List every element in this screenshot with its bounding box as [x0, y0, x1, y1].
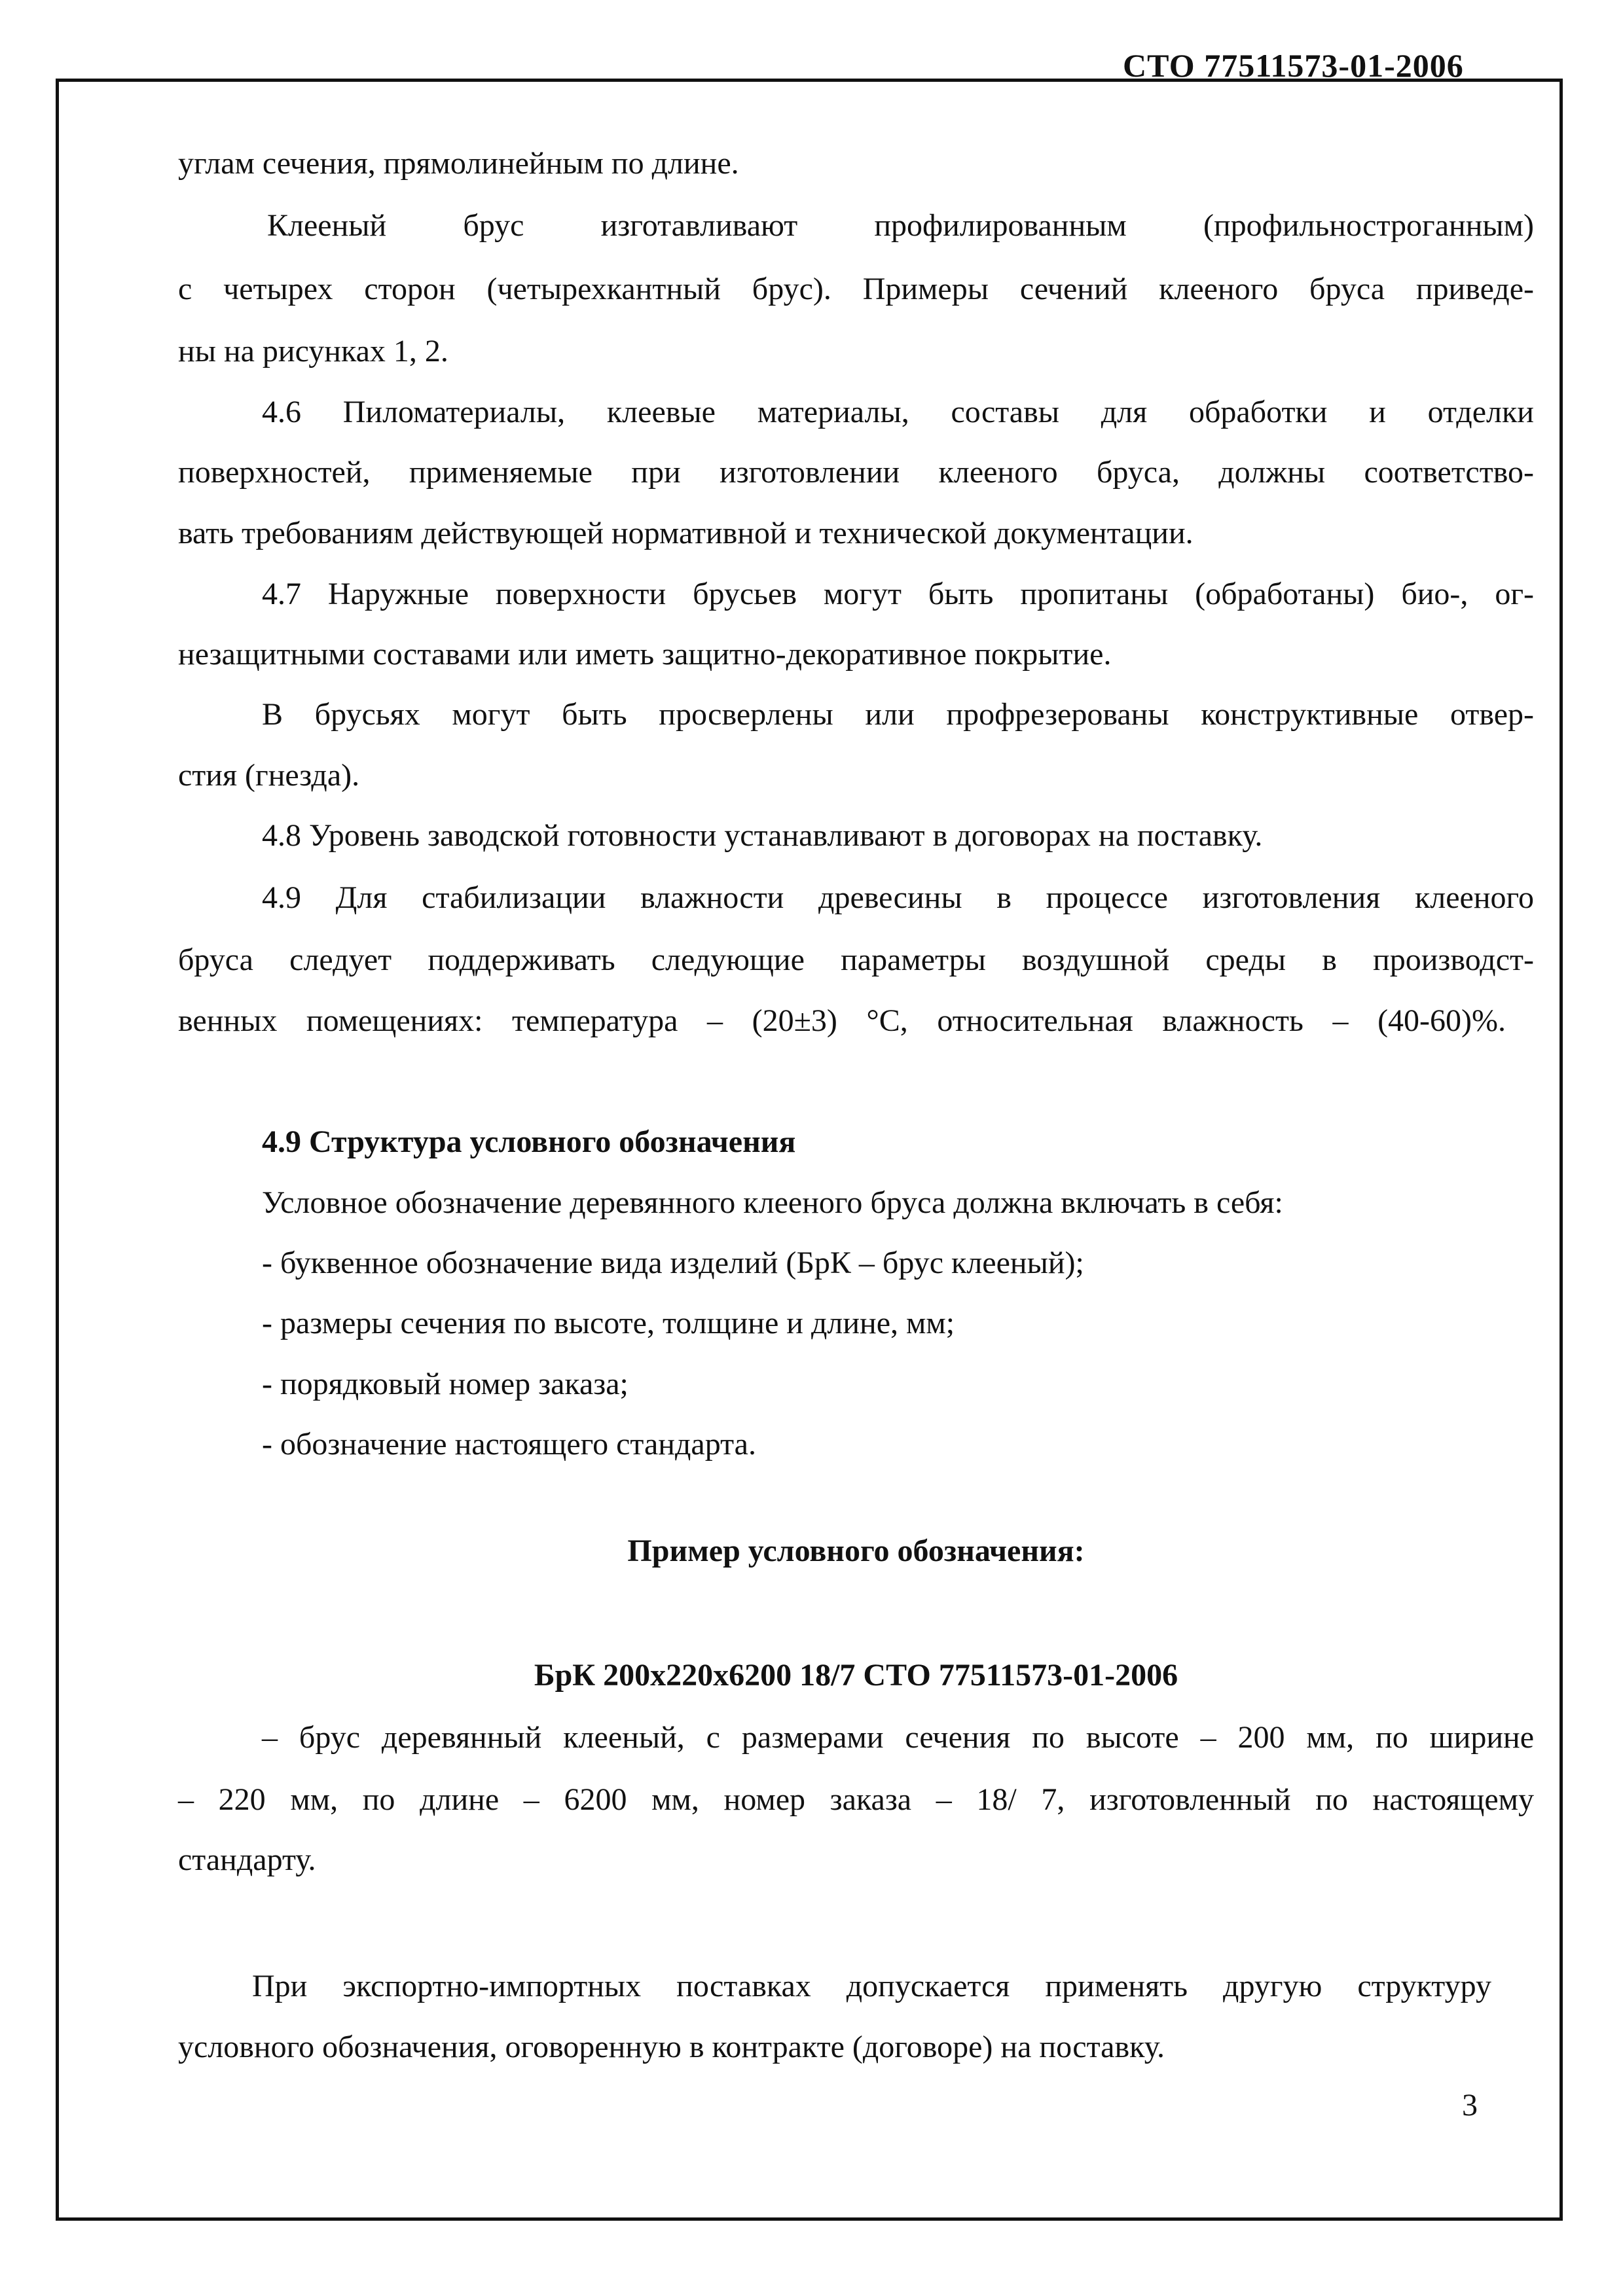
paragraph-line: 4.6 Пиломатериалы, клеевые материалы, составы для обработки и отделки: [262, 395, 1534, 429]
paragraph-line: При экспортно-импортных поставках допускается применять другую структуру: [252, 1969, 1491, 2003]
paragraph-line: бруса следует поддерживать следующие параметры воздушной среды в производст-: [178, 942, 1534, 977]
paragraph-line: 4.8 Уровень заводской готовности устанавливают в договорах на поставку.: [262, 818, 1263, 853]
list-item: - обозначение настоящего стандарта.: [262, 1427, 756, 1462]
example-code: БрК 200х220х6200 18/7 СТО 77511573-01-2006: [534, 1658, 1178, 1693]
document-code: СТО 77511573-01-2006: [1123, 47, 1464, 84]
paragraph-line: венных помещениях: температура – (20±3) °С, относительная влажность – (40-60)%.: [178, 1003, 1506, 1038]
page-number: 3: [1462, 2088, 1478, 2123]
example-heading: Пример условного обозначения:: [627, 1534, 1085, 1568]
paragraph-line: с четырех сторон (четырехкантный брус). Примеры сечений клееного бруса приведе-: [178, 272, 1534, 306]
paragraph-line: Клееный брус изготавливают профилированным (профильнострoганным): [267, 208, 1534, 243]
paragraph-line: стия (гнезда).: [178, 758, 360, 793]
paragraph-line: – брус деревянный клееный, с размерами сечения по высоте – 200 мм, по ширине: [262, 1720, 1534, 1755]
paragraph-line: углам сечения, прямолинейным по длине.: [178, 146, 739, 181]
section-heading: 4.9 Структура условного обозначения: [262, 1124, 796, 1159]
paragraph-line: поверхностей, применяемые при изготовлении клееного бруса, должны соответство-: [178, 455, 1534, 490]
paragraph-line: незащитными составами или иметь защитно-декоративное покрытие.: [178, 637, 1112, 672]
list-item: - размеры сечения по высоте, толщине и длине, мм;: [262, 1306, 955, 1340]
list-item: - порядковый номер заказа;: [262, 1367, 629, 1401]
paragraph-line: 4.9 Для стабилизации влажности древесины в процессе изготовления клееного: [262, 880, 1534, 915]
paragraph-line: 4.7 Наружные поверхности брусьев могут быть пропитаны (обработаны) био-, ог-: [262, 577, 1534, 611]
paragraph-line: В брусьях могут быть просверлены или профрезерованы конструктивные отвер-: [262, 697, 1534, 732]
paragraph-line: – 220 мм, по длине – 6200 мм, номер заказа – 18/ 7, изготовленный по настоящему: [178, 1782, 1534, 1817]
paragraph-line: стандарту.: [178, 1842, 316, 1877]
paragraph-line: условного обозначения, оговоренную в контракте (договоре) на поставку.: [178, 2030, 1165, 2064]
list-item: - буквенное обозначение вида изделий (БрК – брус клееный);: [262, 1246, 1084, 1280]
paragraph-line: ны на рисунках 1, 2.: [178, 334, 448, 368]
paragraph-line: вать требованиям действующей нормативной и технической документации.: [178, 516, 1194, 550]
paragraph-line: Условное обозначение деревянного клееного бруса должна включать в себя:: [262, 1185, 1283, 1220]
